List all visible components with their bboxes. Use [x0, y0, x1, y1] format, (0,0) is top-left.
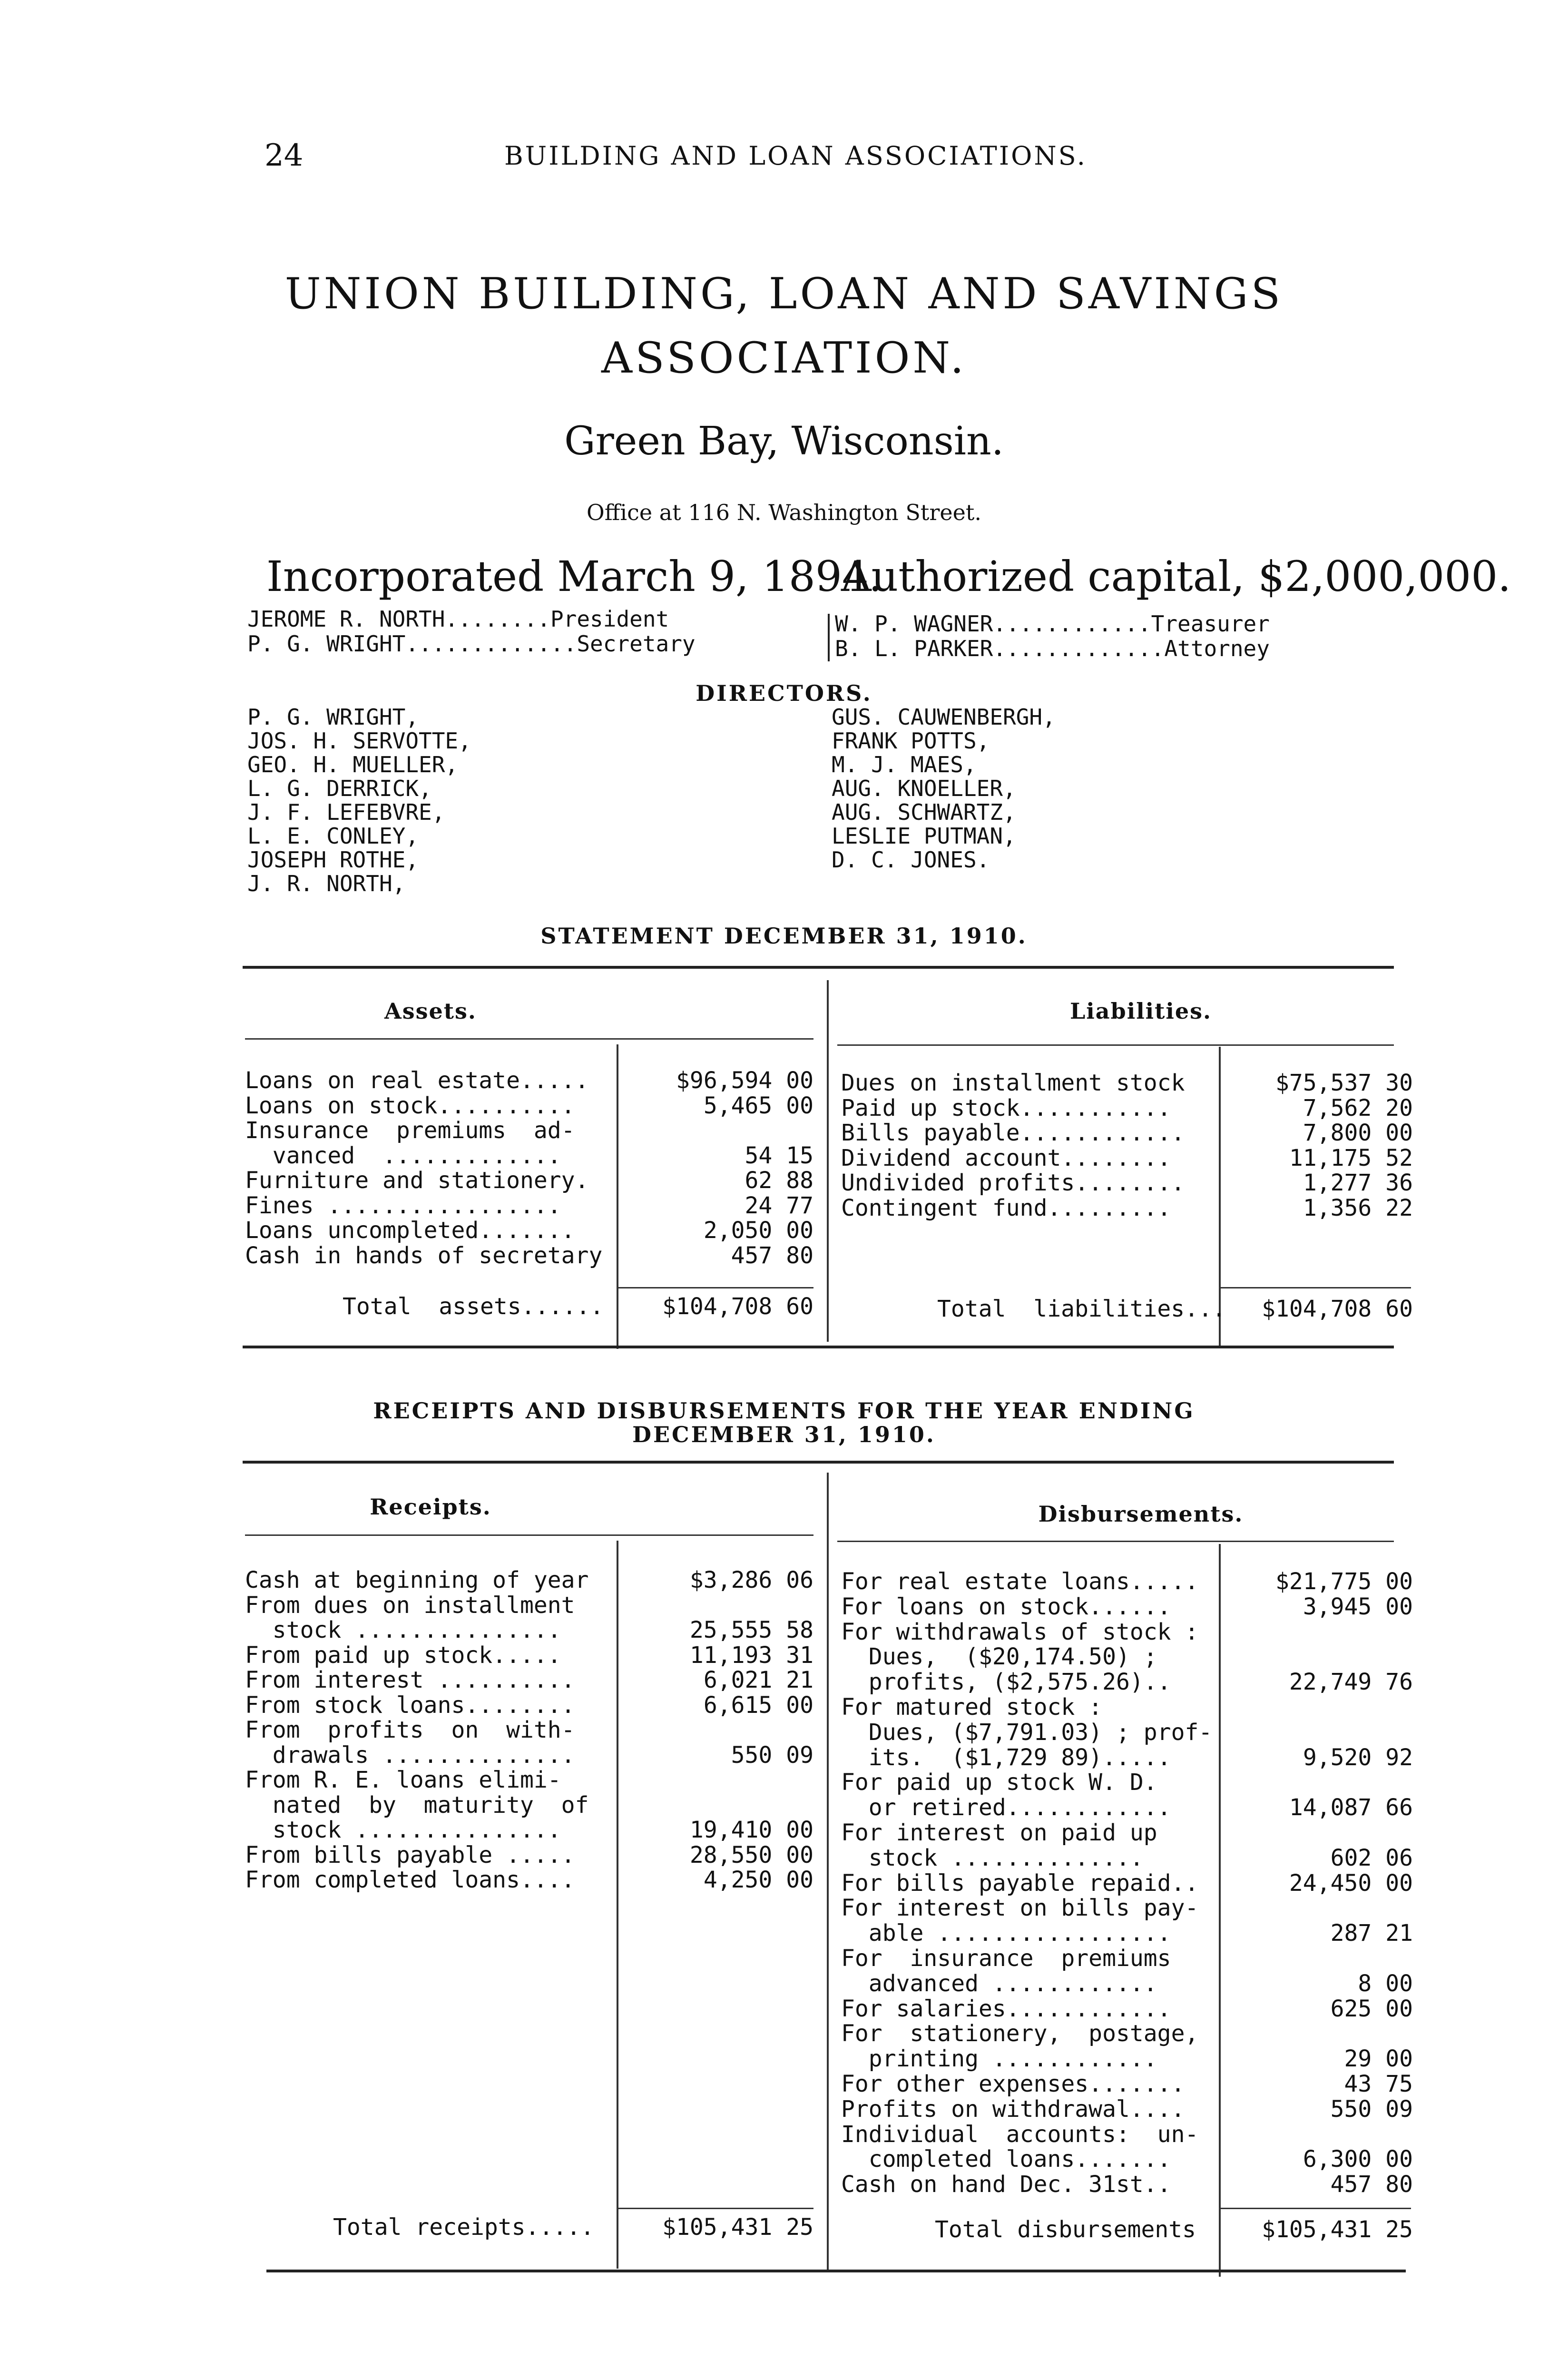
receipt-label: From R. E. loans elimi-: [245, 1767, 561, 1793]
liability-amount: $75,537 30: [1275, 1070, 1413, 1096]
liabilities-head-rule: [837, 1044, 1394, 1046]
liability-label: Undivided profits........: [841, 1170, 1185, 1196]
asset-amount: 457 80: [731, 1242, 813, 1269]
association-location: Green Bay, Wisconsin.: [564, 419, 1004, 464]
disbursement-label: its. ($1,729 89).....: [841, 1744, 1171, 1771]
assets-total-rule: [618, 1287, 813, 1288]
director: J. R. NORTH,: [247, 871, 406, 896]
asset-label: Fines .................: [245, 1192, 561, 1219]
receipt-amount: 11,193 31: [689, 1642, 813, 1669]
liability-label: Dividend account........: [841, 1144, 1171, 1171]
assets-head-rule: [245, 1038, 813, 1040]
asset-label: Insurance premiums ad-: [245, 1117, 575, 1144]
officer-secretary: P. G. WRIGHT.............Secretary: [247, 631, 696, 657]
disbursement-label: For salaries............: [841, 1995, 1171, 2022]
disbursement-label: For stationery, postage,: [841, 2020, 1199, 2047]
asset-amount: 2,050 00: [703, 1217, 813, 1244]
asset-amount: 62 88: [745, 1167, 813, 1194]
liability-amount: 7,800 00: [1303, 1120, 1413, 1146]
receipts-amount-divider: [617, 1541, 618, 2269]
disbursement-label: Individual accounts: un-: [841, 2121, 1199, 2148]
disbursements-total-rule: [1221, 2208, 1411, 2209]
asset-amount: 54 15: [745, 1142, 813, 1169]
receipts-disbursements-heading: RECEIPTS AND DISBURSEMENTS FOR THE YEAR ENDING: [373, 1398, 1195, 1424]
officer-treasurer: W. P. WAGNER............Treasurer: [835, 611, 1270, 637]
disbursement-label: advanced ............: [841, 1970, 1157, 1997]
liability-total-label: Total liabilities...: [937, 1296, 1226, 1322]
asset-total-amount: $104,708 60: [662, 1293, 813, 1320]
disbursement-label: completed loans.......: [841, 2146, 1171, 2173]
disbursement-amount: 29 00: [1344, 2045, 1413, 2073]
disbursement-label: able .................: [841, 1920, 1171, 1947]
asset-label: vanced .............: [245, 1142, 561, 1169]
receipt-label: From interest ..........: [245, 1667, 575, 1693]
receipt-label: stock ...............: [245, 1617, 561, 1643]
liability-amount: 1,277 36: [1303, 1170, 1413, 1196]
disbursement-label: Dues, ($7,791.03) ; prof-: [841, 1719, 1213, 1746]
receipt-amount: $3,286 06: [689, 1567, 813, 1593]
statement-center-divider: [827, 980, 829, 1342]
asset-amount: 24 77: [745, 1192, 813, 1219]
director: D. C. JONES.: [832, 847, 990, 873]
disbursements-heading: Disbursements.: [1038, 1501, 1244, 1527]
disbursements-amount-divider: [1219, 1544, 1221, 2277]
receipt-total-label: Total receipts.....: [333, 2214, 595, 2241]
disbursement-amount: 457 80: [1330, 2171, 1413, 2198]
statement-heading: STATEMENT DECEMBER 31, 1910.: [540, 923, 1028, 949]
director: LESLIE PUTMAN,: [832, 823, 1016, 849]
receipt-label: Cash at beginning of year: [245, 1567, 589, 1593]
director: L. E. CONLEY,: [247, 823, 419, 849]
receipts-center-divider: [827, 1473, 829, 2272]
association-name-line1: UNION BUILDING, LOAN AND SAVINGS: [284, 269, 1284, 319]
receipts-head-rule: [245, 1534, 813, 1536]
disbursement-amount: 6,300 00: [1303, 2146, 1413, 2173]
asset-label: Loans on real estate.....: [245, 1067, 589, 1094]
office-address: Office at 116 N. Washington Street.: [587, 500, 981, 525]
disbursement-amount: 8 00: [1358, 1970, 1413, 1997]
director: M. J. MAES,: [832, 752, 977, 777]
liability-amount: 11,175 52: [1289, 1144, 1413, 1171]
receipt-label: From bills payable .....: [245, 1841, 575, 1868]
receipt-label: From dues on installment: [245, 1592, 575, 1619]
disbursement-label: stock ..............: [841, 1844, 1144, 1871]
incorporation-date: Incorporated March 9, 1894.: [266, 552, 882, 601]
disbursement-amount: 3,945 00: [1303, 1593, 1413, 1620]
running-head: BUILDING AND LOAN ASSOCIATIONS.: [504, 141, 1087, 171]
disbursement-label: For paid up stock W. D.: [841, 1769, 1157, 1796]
disbursement-amount: 24,450 00: [1289, 1869, 1413, 1897]
receipts-disbursements-heading-line2: DECEMBER 31, 1910.: [632, 1422, 936, 1447]
disbursement-label: For real estate loans.....: [841, 1568, 1199, 1595]
disbursement-label: For interest on paid up: [841, 1819, 1157, 1846]
asset-amount: $96,594 00: [676, 1067, 813, 1094]
director: GUS. CAUWENBERGH,: [832, 704, 1056, 730]
director: FRANK POTTS,: [832, 728, 990, 754]
disbursement-amount: 602 06: [1330, 1844, 1413, 1871]
liability-amount: 7,562 20: [1303, 1094, 1413, 1121]
receipt-amount: 6,021 21: [703, 1667, 813, 1693]
director: L. G. DERRICK,: [247, 776, 432, 801]
disbursement-label: profits, ($2,575.26)..: [841, 1669, 1171, 1696]
disbursement-label: Cash on hand Dec. 31st..: [841, 2171, 1171, 2198]
liability-label: Contingent fund.........: [841, 1194, 1171, 1221]
officer-divider: [828, 614, 830, 661]
disbursement-label: or retired............: [841, 1794, 1171, 1821]
receipt-label: From completed loans....: [245, 1867, 575, 1893]
disbursement-amount: 9,520 92: [1303, 1744, 1413, 1771]
receipts-top-rule: [243, 1461, 1394, 1464]
disbursement-label: For interest on bills pay-: [841, 1895, 1199, 1922]
receipt-amount: 25,555 58: [689, 1617, 813, 1643]
director: P. G. WRIGHT,: [247, 704, 419, 730]
statement-top-rule: [243, 966, 1394, 969]
assets-amount-divider: [617, 1044, 618, 1349]
liability-amount: 1,356 22: [1303, 1194, 1413, 1221]
disbursements-head-rule: [837, 1541, 1394, 1542]
director: J. F. LEFEBVRE,: [247, 799, 445, 825]
disbursement-label: For insurance premiums: [841, 1945, 1171, 1972]
liabilities-heading: Liabilities.: [1069, 998, 1212, 1024]
directors-heading: DIRECTORS.: [696, 680, 872, 706]
receipt-label: From profits on with-: [245, 1717, 575, 1743]
asset-label: Furniture and stationery.: [245, 1167, 589, 1194]
asset-label: Loans on stock..........: [245, 1092, 575, 1119]
director: JOSEPH ROTHE,: [247, 847, 419, 873]
disbursement-amount: 22,749 76: [1289, 1669, 1413, 1696]
receipts-total-rule: [618, 2208, 813, 2209]
association-name-line2: ASSOCIATION.: [601, 333, 967, 383]
liability-label: Paid up stock...........: [841, 1094, 1171, 1121]
receipt-total-amount: $105,431 25: [662, 2214, 813, 2241]
receipt-label: stock ...............: [245, 1817, 561, 1843]
receipt-amount: 4,250 00: [703, 1867, 813, 1893]
director: AUG. SCHWARTZ,: [832, 799, 1016, 825]
officer-attorney: B. L. PARKER.............Attorney: [835, 636, 1270, 661]
receipts-bottom-rule: [266, 2270, 1406, 2272]
receipt-amount: 19,410 00: [689, 1817, 813, 1843]
disbursement-amount: 625 00: [1330, 1995, 1413, 2022]
receipt-label: drawals ..............: [245, 1741, 575, 1769]
disbursement-total-label: Total disbursements: [935, 2216, 1196, 2243]
disbursement-label: Dues, ($20,174.50) ;: [841, 1643, 1157, 1671]
disbursement-label: Profits on withdrawal....: [841, 2095, 1185, 2123]
disbursement-amount: 287 21: [1330, 1920, 1413, 1947]
disbursement-label: For bills payable repaid..: [841, 1869, 1199, 1897]
liability-label: Bills payable............: [841, 1120, 1185, 1146]
disbursement-amount: 550 09: [1330, 2095, 1413, 2123]
receipt-label: nated by maturity of: [245, 1791, 589, 1819]
disbursement-label: For withdrawals of stock :: [841, 1618, 1199, 1645]
disbursement-amount: 14,087 66: [1289, 1794, 1413, 1821]
director: JOS. H. SERVOTTE,: [247, 728, 471, 754]
receipt-label: From stock loans........: [245, 1691, 575, 1719]
disbursement-label: For loans on stock......: [841, 1593, 1171, 1620]
liabilities-total-rule: [1221, 1287, 1411, 1288]
asset-amount: 5,465 00: [703, 1092, 813, 1119]
directors-list-left: [247, 705, 471, 895]
asset-label: Cash in hands of secretary: [245, 1242, 603, 1269]
liability-label: Dues on installment stock: [841, 1070, 1185, 1096]
page-number: 24: [265, 138, 304, 173]
asset-total-label: Total assets......: [343, 1293, 604, 1320]
receipt-label: From paid up stock.....: [245, 1642, 561, 1669]
receipt-amount: 6,615 00: [703, 1691, 813, 1719]
director: AUG. KNOELLER,: [832, 776, 1016, 801]
disbursement-label: printing ............: [841, 2045, 1157, 2073]
authorized-capital: Authorized capital, $2,000,000.: [841, 552, 1511, 601]
disbursement-label: For other expenses.......: [841, 2071, 1185, 2097]
director: GEO. H. MUELLER,: [247, 752, 459, 777]
directors-list-right: [832, 705, 1056, 872]
receipt-amount: 550 09: [731, 1741, 813, 1769]
disbursement-amount: 43 75: [1344, 2071, 1413, 2097]
liability-total-amount: $104,708 60: [1262, 1296, 1413, 1322]
receipts-heading: Receipts.: [370, 1494, 491, 1520]
asset-label: Loans uncompleted.......: [245, 1217, 575, 1244]
disbursement-label: For matured stock :: [841, 1694, 1103, 1720]
receipt-amount: 28,550 00: [689, 1841, 813, 1868]
officer-president: JEROME R. NORTH........President: [247, 606, 669, 632]
statement-bottom-rule: [243, 1346, 1394, 1348]
disbursement-amount: $21,775 00: [1275, 1568, 1413, 1595]
disbursement-total-amount: $105,431 25: [1262, 2216, 1413, 2243]
assets-heading: Assets.: [384, 998, 477, 1024]
